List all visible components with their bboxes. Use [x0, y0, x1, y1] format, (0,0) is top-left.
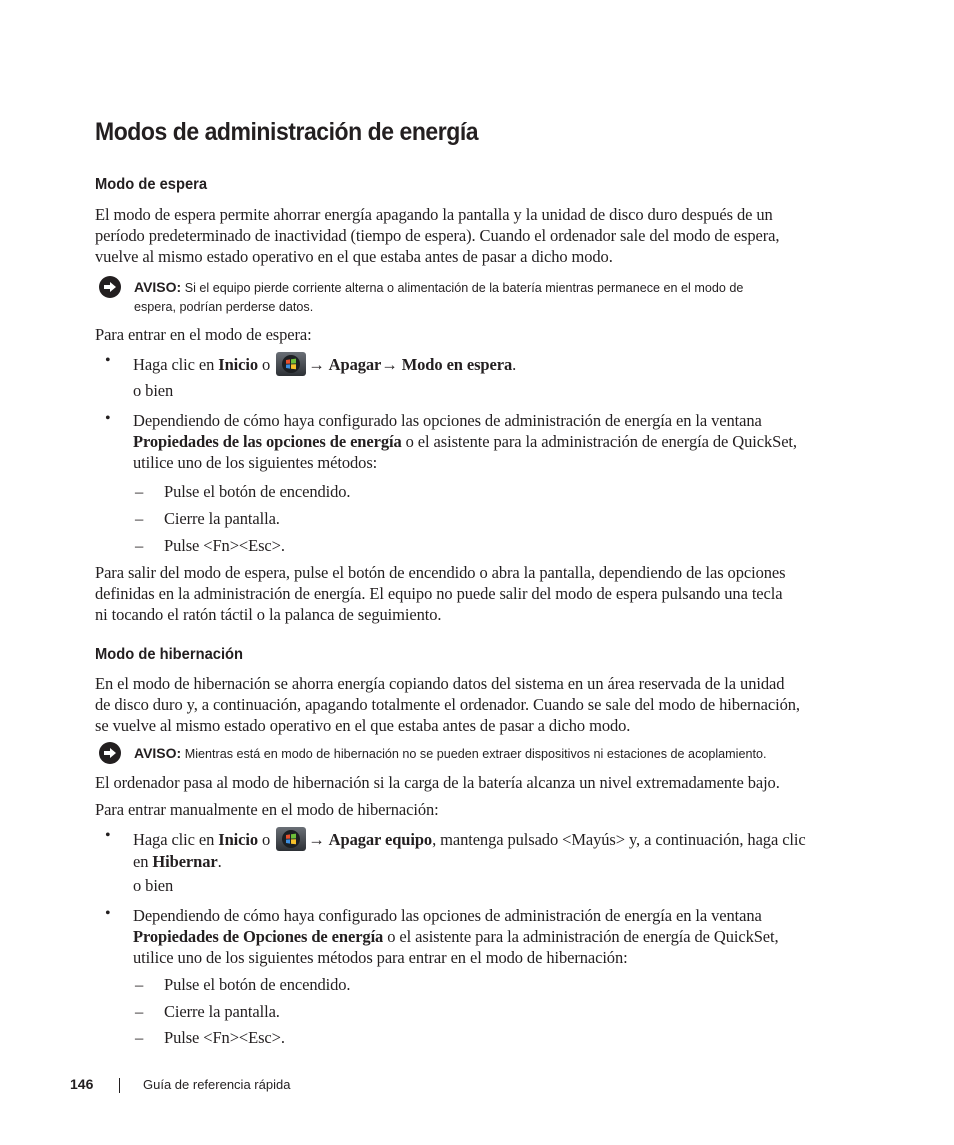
text: o el asistente para la administración de energía de QuickSet, — [383, 927, 779, 946]
text: . — [217, 852, 222, 871]
text: utilice uno de los siguientes métodos para entrar en el modo de hibernación: — [133, 948, 628, 967]
text: definidas en la administración de energía. El equipo no puede salir del modo de espera pulsando una tecla — [95, 584, 783, 603]
hibernar-label: Hibernar — [152, 852, 218, 871]
standby-enter-label: Para entrar en el modo de espera: — [95, 325, 312, 344]
text: de disco duro y, a continuación, apagando totalmente el ordenador. Cuando se sale del modo de hibernación, — [95, 695, 800, 714]
standby-intro-line: vuelve al mismo estado operativo en el que estaba antes de pasar a dicho modo. — [95, 247, 613, 266]
hibernate-intro — [95, 673, 800, 736]
text: se vuelve al mismo estado operativo en el que estaba antes de pasar a dicho modo. — [95, 716, 631, 735]
bullet-icon: • — [105, 352, 111, 369]
text: . — [512, 355, 517, 374]
dash-icon: – — [135, 1028, 144, 1047]
text: → — [381, 355, 402, 374]
bullet-icon: • — [105, 827, 111, 844]
text: o — [258, 830, 275, 849]
method-item: Cierre la pantalla. — [164, 1002, 280, 1021]
guide-title: Guía de referencia rápida — [143, 1077, 291, 1092]
method-item: Cierre la pantalla. — [164, 509, 280, 528]
text: en — [133, 852, 153, 871]
text: ni tocando el ratón táctil o la palanca de seguimiento. — [95, 605, 442, 624]
hibernate-bullet-1 — [133, 827, 806, 872]
text: , mantenga pulsado <Mayús> y, a continuación, haga clic — [432, 830, 806, 849]
text: → — [308, 355, 329, 374]
method-item: Pulse <Fn><Esc>. — [164, 536, 285, 555]
standby-exit — [95, 562, 785, 625]
standby-intro — [95, 204, 779, 267]
notice-arrow-icon — [99, 742, 121, 764]
apagar-equipo-label: Apagar equipo — [328, 830, 433, 849]
text: Haga clic en — [133, 830, 219, 849]
text: Para salir del modo de espera, pulse el botón de encendido o abra la pantalla, dependiendo de las opciones — [95, 563, 786, 582]
hibernate-notice — [134, 744, 766, 764]
bullet-icon: • — [105, 905, 111, 922]
method-item: Pulse el botón de encendido. — [164, 975, 351, 994]
dash-icon: – — [135, 1002, 144, 1021]
text: o — [258, 355, 275, 374]
notice-text: espera, podrían perderse datos. — [134, 300, 314, 314]
bullet-icon: • — [105, 410, 111, 427]
standby-bullet-1 — [133, 352, 516, 376]
power-options-label: Propiedades de las opciones de energía — [133, 432, 402, 451]
or-text: o bien — [133, 876, 174, 895]
standby-intro-line: El modo de espera permite ahorrar energía apagando la pantalla y la unidad de disco duro después de un — [95, 205, 773, 224]
method-item: Pulse <Fn><Esc>. — [164, 1028, 285, 1047]
text: Haga clic en — [133, 355, 219, 374]
standby-intro-line: período predeterminado de inactividad (tiempo de espera). Cuando el ordenador sale del modo de espera, — [95, 226, 780, 245]
standby-notice — [134, 278, 743, 317]
battery-text: El ordenador pasa al modo de hibernación si la carga de la batería alcanza un nivel extremadamente bajo. — [95, 773, 780, 792]
page-title: Modos de administración de energía — [95, 118, 479, 146]
power-options-label: Propiedades de Opciones de energía — [133, 927, 384, 946]
footer-divider — [119, 1078, 120, 1093]
hibernate-bullet-2 — [133, 905, 779, 968]
notice-label: AVISO: — [134, 745, 182, 761]
windows-start-icon — [276, 352, 306, 376]
inicio-label: Inicio — [218, 830, 259, 849]
dash-icon: – — [135, 482, 144, 501]
apagar-label: Apagar — [328, 355, 382, 374]
notice-text: Si el equipo pierde corriente alterna o alimentación de la batería mientras permanece en el modo de — [181, 281, 744, 295]
text: Dependiendo de cómo haya configurado las opciones de administración de energía en la ventana — [133, 906, 762, 925]
text: utilice uno de los siguientes métodos: — [133, 453, 378, 472]
notice-label: AVISO: — [134, 279, 182, 295]
standby-heading: Modo de espera — [95, 176, 208, 193]
dash-icon: – — [135, 509, 144, 528]
dash-icon: – — [135, 975, 144, 994]
text: o el asistente para la administración de energía de QuickSet, — [401, 432, 797, 451]
dash-icon: – — [135, 536, 144, 555]
notice-arrow-icon — [99, 276, 121, 298]
text: → — [308, 830, 329, 849]
notice-text: Mientras está en modo de hibernación no se pueden extraer dispositivos ni estaciones de acoplamiento. — [181, 747, 767, 761]
windows-start-icon — [276, 827, 306, 851]
text: Dependiendo de cómo haya configurado las opciones de administración de energía en la ventana — [133, 411, 762, 430]
method-item: Pulse el botón de encendido. — [164, 482, 351, 501]
hibernate-enter-label: Para entrar manualmente en el modo de hibernación: — [95, 800, 439, 819]
page-number: 146 — [70, 1076, 94, 1092]
standby-bullet-2 — [133, 410, 797, 473]
text: En el modo de hibernación se ahorra energía copiando datos del sistema en un área reservada de la unidad — [95, 674, 785, 693]
modo-espera-label: Modo en espera — [401, 355, 513, 374]
hibernate-heading: Modo de hibernación — [95, 646, 244, 663]
inicio-label: Inicio — [218, 355, 259, 374]
or-text: o bien — [133, 381, 174, 400]
